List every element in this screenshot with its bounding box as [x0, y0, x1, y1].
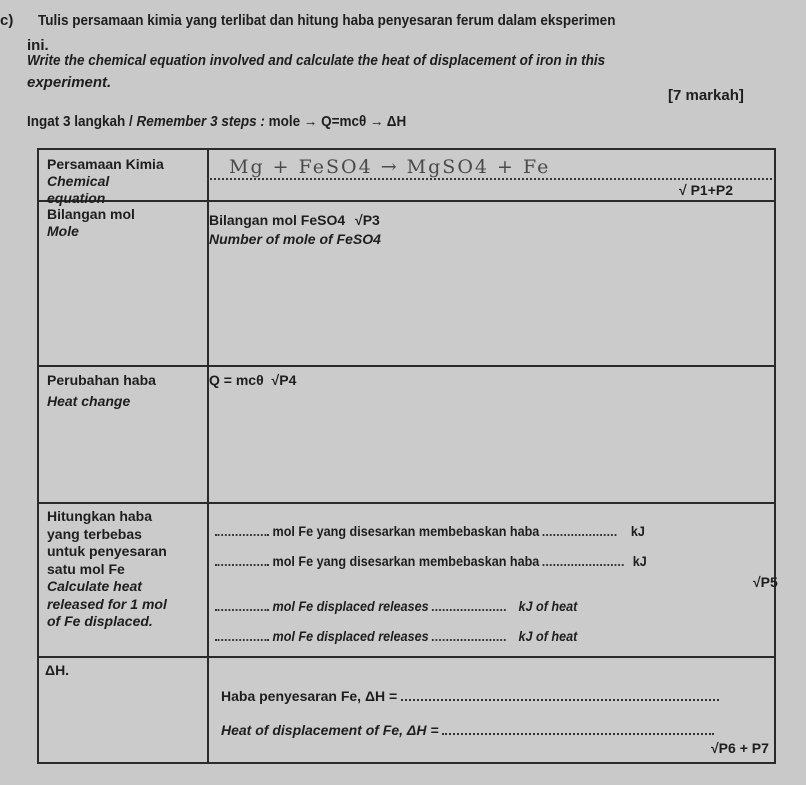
hint [27, 113, 406, 130]
heat-change-formula: Q = mcθ [209, 372, 264, 388]
answer-table [37, 148, 776, 764]
heat-line-2: mol Fe yang disesarkan membebaskan haba kJ [215, 553, 647, 570]
question-english-line2: experiment. [27, 74, 112, 91]
delta-h-english-line: Heat of displacement of Fe, ΔH = [221, 722, 714, 739]
heat-change-label: Perubahan haba Heat change [47, 372, 156, 409]
question-english-line1: Write the chemical equation involved and calculate the heat of displacement of iron in this [27, 52, 606, 69]
hint-english: Remember 3 steps : [136, 113, 265, 130]
delta-h-malay-line: Haba penyesaran Fe, ΔH = [221, 688, 719, 705]
chemical-equation-answer-line[interactable] [207, 178, 772, 180]
question-malay-line2: ini. [27, 37, 49, 54]
hint-steps: mole → Q=mcθ → ΔH [268, 113, 407, 130]
question-number: c) [0, 12, 14, 29]
heat-line-4: mol Fe displaced releases kJ of heat [215, 628, 577, 645]
row-divider [39, 502, 774, 504]
mark-p6-p7: √P6 + P7 [711, 740, 769, 756]
hint-malay: Ingat 3 langkah / [27, 113, 137, 130]
question-malay-line1: Tulis persamaan kimia yang terlibat dan hitung haba penyesaran ferum dalam eksperimen [38, 12, 616, 29]
chemical-equation-label: Persamaan Kimia Chemical equation [47, 156, 164, 206]
handwritten-equation: Mg + FeSO4 → MgSO4 + Fe [229, 156, 551, 178]
calculate-heat-label: Hitungkan haba yang terbebas untuk penyesaran satu mol Fe Calculate heat released for 1 mol of Fe displaced. [47, 508, 167, 629]
mole-label: Bilangan mol Mole [47, 206, 135, 239]
row-divider [39, 656, 774, 658]
mole-content-malay: Bilangan mol FeSO4 [209, 212, 346, 228]
row-divider [39, 365, 774, 367]
delta-h-label: ΔH. [45, 662, 70, 678]
mark-p1-p2: √ P1+P2 [679, 182, 733, 198]
mark-p3: √P3 [355, 212, 380, 228]
mark-p5: √P5 [753, 574, 778, 590]
mole-content-english: Number of mole of FeSO4 [209, 231, 381, 247]
mark-p4: √P4 [271, 372, 297, 388]
heat-line-3: mol Fe displaced releases kJ of heat [215, 598, 577, 615]
heat-line-1: mol Fe yang disesarkan membebaskan haba kJ [215, 523, 645, 540]
marks-label: [7 markah] [668, 87, 744, 104]
